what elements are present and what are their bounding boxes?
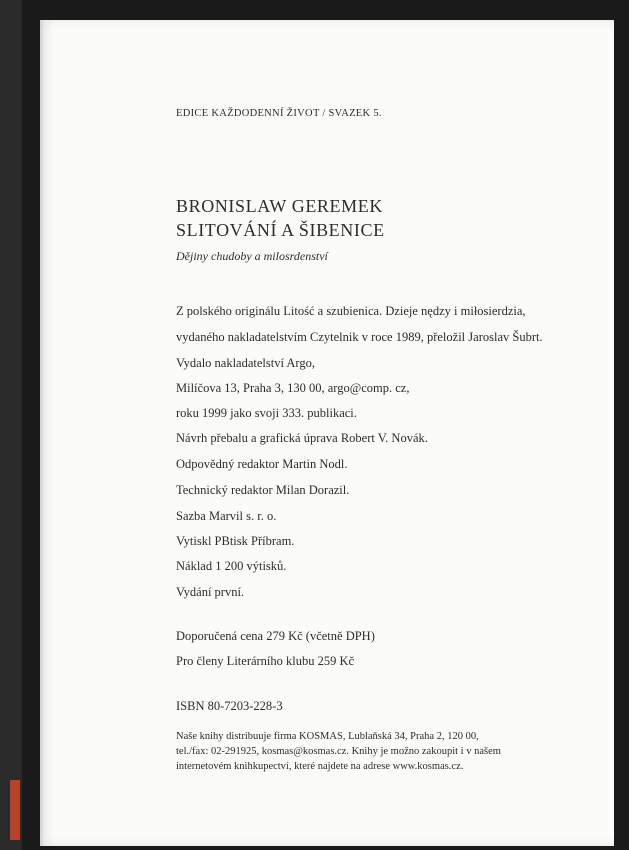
distribution-line: tel./fax: 02-291925, kosmas@kosmas.cz. Knihy je možno zakoupit i v našem	[176, 746, 501, 757]
book-spine-edge	[0, 0, 22, 850]
colophon-line: Náklad 1 200 výtisků.	[176, 559, 287, 573]
colophon-line: Vydání první.	[176, 585, 245, 599]
colophon-line: Milíčova 13, Praha 3, 130 00, argo@comp. cz,	[176, 381, 410, 395]
colophon-line: roku 1999 jako svoji 333. publikaci.	[176, 406, 357, 420]
book-title: SLITOVÁNÍ A ŠIBENICE	[176, 220, 385, 240]
author-name: BRONISLAW GEREMEK	[176, 196, 383, 216]
price-line: Doporučená cena 279 Kč (včetně DPH)	[176, 629, 375, 643]
colophon-line: Sazba Marvil s. r. o.	[176, 509, 277, 523]
distribution-line: Naše knihy distribuuje firma KOSMAS, Lublaňská 34, Praha 2, 120 00,	[176, 731, 479, 742]
colophon-line: Návrh přebalu a grafická úprava Robert V. Novák.	[176, 431, 428, 445]
page-content	[40, 20, 614, 846]
distribution-line: internetovém knihkupectví, které najdete na adrese www.kosmas.cz.	[176, 761, 464, 772]
colophon-line: Odpovědný redaktor Martin Nodl.	[176, 457, 348, 471]
colophon-line: Z polského originálu Litość a szubienica. Dzieje nędzy i miłosierdzia,	[176, 304, 526, 318]
colophon-line: Vydalo nakladatelství Argo,	[176, 356, 315, 370]
colophon-line: vydaného nakladatelstvím Czytelnik v roce 1989, přeložil Jaroslav Šubrt.	[176, 330, 543, 344]
price-line: Pro členy Literárního klubu 259 Kč	[176, 654, 355, 668]
isbn: ISBN 80-7203-228-3	[176, 699, 283, 713]
series-line: EDICE KAŽDODENNÍ ŽIVOT / SVAZEK 5.	[176, 108, 382, 119]
book-page	[40, 20, 614, 846]
colophon-line: Technický redaktor Milan Dorazil.	[176, 483, 350, 497]
cover-edge	[10, 780, 20, 840]
colophon-line: Vytiskl PBtisk Příbram.	[176, 534, 295, 548]
book-subtitle: Dějiny chudoby a milosrdenství	[176, 249, 328, 263]
